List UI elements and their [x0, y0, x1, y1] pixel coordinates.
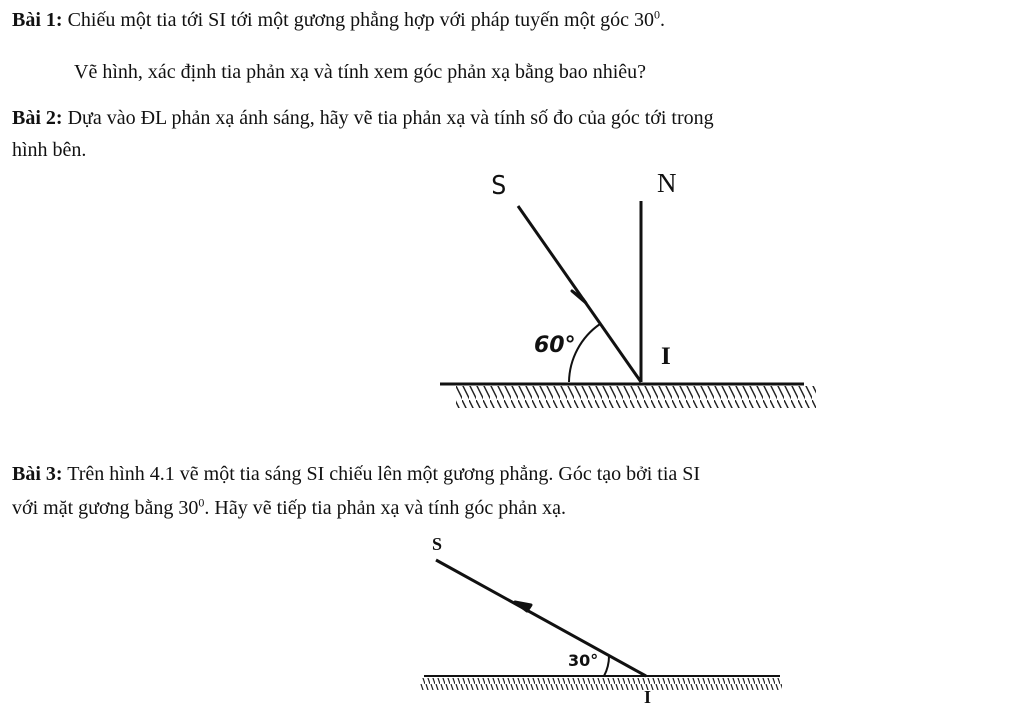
label-i-1: I: [661, 343, 671, 370]
label-s-2: S: [432, 534, 443, 554]
problem1-degree: 0: [654, 7, 661, 22]
problem1-text: Chiếu một tia tới SI tới một gương phẳng hợp với pháp tuyến một góc 30: [62, 9, 655, 31]
problem1-label: Bài 1:: [12, 9, 63, 31]
label-n: N: [657, 168, 677, 198]
problem3-text: Trên hình 4.1 vẽ một tia sáng SI chiếu lên một gương phẳng. Góc tạo bởi tia SI: [62, 463, 701, 485]
label-i-2: I: [644, 687, 652, 707]
problem2-line2: hình bên.: [12, 139, 87, 161]
label-s-1: S: [491, 171, 507, 201]
mirror-2-hatching: [420, 678, 782, 690]
angle-label-30: 30°: [568, 651, 599, 670]
problem1-period: .: [660, 9, 666, 31]
angle-label-60: 60°: [534, 333, 576, 358]
incident-ray-2: [436, 560, 646, 676]
angle-arc-30: [604, 656, 609, 676]
problem3-text-b: . Hãy vẽ tiếp tia phản xạ và tính góc phản xạ.: [204, 497, 566, 519]
problem1-line2: Vẽ hình, xác định tia phản xạ và tính xem góc phản xạ bằng bao nhiêu?: [74, 61, 647, 83]
problem3-label: Bài 3:: [12, 463, 63, 485]
problem3-degree: 0: [198, 495, 205, 510]
problem2-text: Dựa vào ĐL phản xạ ánh sáng, hãy vẽ tia phản xạ và tính số đo của góc tới trong: [62, 107, 714, 129]
problem2-label: Bài 2:: [12, 107, 63, 129]
problem3-text-a: với mặt gương bằng 30: [12, 497, 199, 519]
